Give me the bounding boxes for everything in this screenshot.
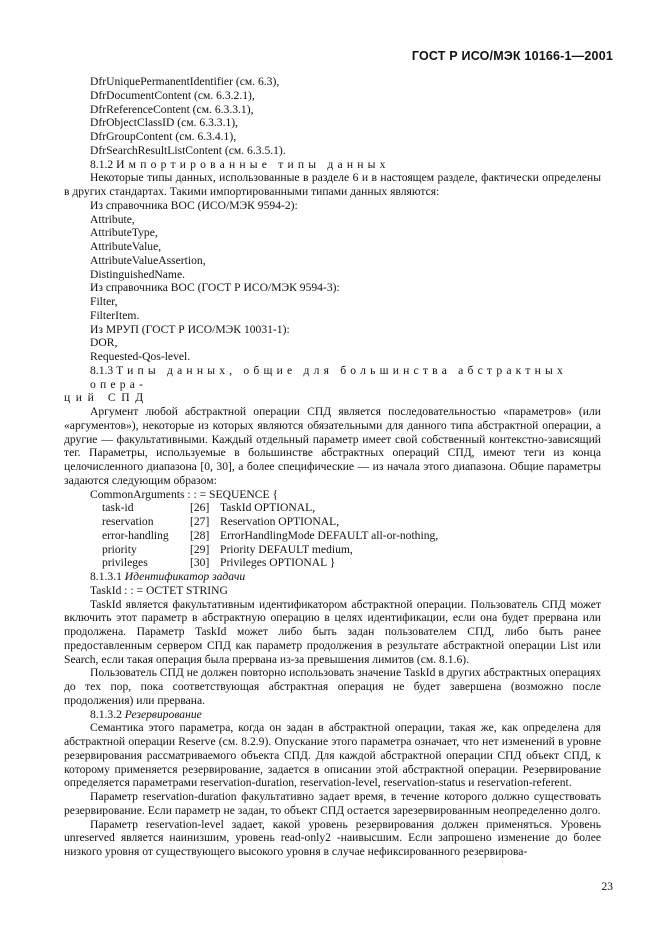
list-item: Из справочника ВОС (ГОСТ Р ИСО/МЭК 9594-3): [90,281,340,295]
format-list [64,75,601,158]
section-heading-8-1-2 [64,158,601,172]
paragraph: Параметр reservation-duration факультативно задает время, в течение которого должно существовать резервирование. Если параметр не задан, то объект СПД остается зарезервированным неопределенно долго. [64,790,601,817]
section-title: Резервирование [124,707,202,721]
section-title: Типы данных, общие для большинства абстрактных опера- [90,363,568,391]
page-body [64,75,601,859]
paragraph: TaskId является факультативным идентификатором абстрактной операции. Пользователь СПД может включить этот параметр в абстрактную операцию в целях идентификации, если она будет прервана или продолжена. Параметр TaskId может либо быть задан пользователем СПД, либо быть ранее предоставленным сервером СПД как параметр продолжения в результате абстрактной операции List или Search, если такая операция была прервана из-за превышения лимитов (см. 8.1.6). [64,597,601,666]
section-number: 8.1.3.2 [90,707,122,721]
list-item: AttributeValue, [90,240,162,253]
imported-types-list [64,199,601,364]
document-header: ГОСТ Р ИСО/МЭК 10166-1—2001 [411,49,613,63]
list-item: AttributeType, [90,226,158,240]
code-type: Reservation OPTIONAL, [220,515,340,528]
list-item: Requested-Qos-level. [90,350,191,363]
list-item: DfrGroupContent (см. 6.3.4.1), [90,130,237,143]
code-param: error-handling [102,528,169,542]
code-tag: [30] [190,556,210,570]
list-item: Filter, [90,295,118,308]
list-item: FilterItem. [90,308,140,322]
code-type: Priority DEFAULT medium, [220,542,353,556]
code-line: CommonArguments : : = SEQUENCE { [90,487,279,501]
code-tag: [26] [190,501,210,515]
code-row [64,529,601,543]
list-item: Attribute, [90,212,135,226]
list-item: DfrDocumentContent (см. 6.3.2.1), [90,88,255,102]
list-item: Из МРУП (ГОСТ Р ИСО/МЭК 10031-1): [90,322,290,336]
code-table [64,501,601,570]
code-param: priority [102,542,137,556]
section-title: Идентификатор задачи [124,570,246,583]
list-item: Из справочника ВОС (ИСО/МЭК 9594-2): [90,198,298,212]
code-type: TaskId OPTIONAL, [220,501,316,515]
list-item: AttributeValueAssertion, [90,253,206,267]
code-type: Privileges OPTIONAL } [220,556,336,570]
section-heading-8-1-3 [64,364,601,392]
paragraph: Параметр reservation-level задает, какой уровень резервирования должен применяться. Уровень unreserved является наинизшим, уровень read-only2 -наивысшим. Если запрошено изменение до более низкого уровня от существующего высокого уровня в случае нефиксированного резервирова- [64,817,601,858]
list-item: DfrUniquePermanentIdentifier (см. 6.3), [90,75,280,88]
code-tag: [29] [190,542,210,556]
code-line: TaskId : : = OCTET STRING [90,583,228,597]
section-heading-8-1-3-2 [64,708,601,722]
code-tag: [27] [190,515,210,528]
code-row [64,543,601,557]
section-number: 8.1.3.1 [90,570,122,583]
section-heading-8-1-3-1 [64,570,601,584]
code-tag: [28] [190,528,210,542]
code-row [64,556,601,570]
paragraph: Семантика этого параметра, когда он задан в абстрактной операции, такая же, как определена для абстрактной операции Reserve (см. 8.2.9). Опускание этого параметра означает, что нет изменений в уровне резервирования рассматриваемого объекта СПД. Для каждой абстрактной операции СПД объект СПД, к которому применяется резервирование, задается в описании этой абстрактной операции. Резервирование определяется параметрами reservation-duration, reservation-level, reservation-status и reservation-referent. [64,721,601,790]
section-number: 8.1.3 [90,363,114,377]
paragraph: Аргумент любой абстрактной операции СПД является последовательностью «параметров» (или «аргументов»), некоторые из которых являются обязательными для данного типа абстрактной операции, а другие — факультативными. Каждый отдельный параметр имеет свой собственный контекстно-зависящий тег. Параметры, используемые в большинстве абстрактных операций СПД, имеют теги из конца целочисленного диапазона [0, 30], а более специфические — из начала этого диапазона. Общие параметры задаются следующим образом: [64,405,601,487]
code-row [64,515,601,529]
code-param: task-id [102,501,134,515]
list-item: DistinguishedName. [90,267,185,281]
paragraph: Некоторые типы данных, использованные в разделе 6 и в настоящем разделе, фактически определены в других стандартах. Такими импортированными типами данных являются: [64,171,601,198]
page-number: 23 [601,881,613,893]
list-item: DOR, [90,336,118,350]
section-number: 8.1.2 [90,157,114,171]
code-param: reservation [102,515,154,528]
code-param: privileges [102,556,148,570]
list-item: DfrSearchResultListContent (см. 6.3.5.1). [90,143,286,157]
list-item: DfrReferenceContent (см. 6.3.3.1), [90,102,254,116]
paragraph: Пользователь СПД не должен повторно использовать значение TaskId в других абстрактных операциях до тех пор, пока соответствующая абстрактная операция не будет завершена (возможно после продолжения) или прервана. [64,666,601,707]
code-type: ErrorHandlingMode DEFAULT all-or-nothing, [220,528,439,542]
section-title-continuation: ций СПД [64,391,149,405]
code-row [64,501,601,515]
list-item: DfrObjectClassID (см. 6.3.3.1), [90,116,239,130]
section-title: Импортированные типы данных [116,157,390,171]
